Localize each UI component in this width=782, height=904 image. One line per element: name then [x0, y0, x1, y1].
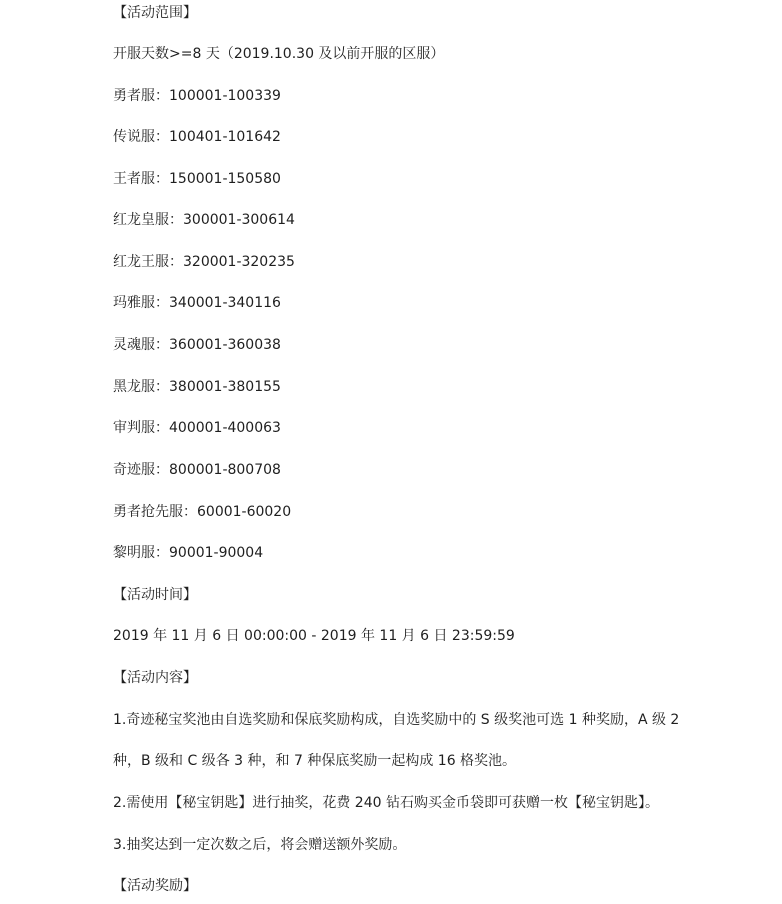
section-heading-content: 【活动内容】 — [113, 670, 197, 686]
content-paragraph: 2.需使用【秘宝钥匙】进行抽奖，花费 240 钻石购买金币袋即可获赠一枚【秘宝钥匙】。 — [113, 795, 659, 811]
server-range-item: 红龙王服：320001-320235 — [113, 254, 295, 270]
server-range-item: 黎明服：90001-90004 — [113, 545, 264, 561]
server-range-item: 勇者抢先服：60001-60020 — [113, 504, 292, 520]
content-paragraph: 1.奇迹秘宝奖池由自选奖励和保底奖励构成，自选奖励中的 S 级奖池可选 1 种奖励，A 级 2 — [113, 712, 680, 728]
server-range-item: 审判服：400001-400063 — [113, 420, 281, 436]
section-heading-time: 【活动时间】 — [113, 587, 197, 603]
server-range-item: 勇者服：100001-100339 — [113, 88, 281, 104]
open-days-condition: 开服天数>=8 天（2019.10.30 及以前开服的区服） — [113, 46, 445, 62]
section-heading-rewards: 【活动奖励】 — [113, 878, 197, 894]
content-paragraph: 3.抽奖达到一定次数之后，将会赠送额外奖励。 — [113, 837, 407, 853]
event-time-value: 2019 年 11 月 6 日 00:00:00 - 2019 年 11 月 6 日 23:59:59 — [113, 628, 515, 644]
server-range-item: 传说服：100401-101642 — [113, 129, 281, 145]
server-range-item: 黑龙服：380001-380155 — [113, 379, 281, 395]
server-range-item: 红龙皇服：300001-300614 — [113, 212, 295, 228]
server-range-item: 奇迹服：800001-800708 — [113, 462, 281, 478]
content-paragraph: 种，B 级和 C 级各 3 种，和 7 种保底奖励一起构成 16 格奖池。 — [113, 753, 517, 769]
server-range-item: 灵魂服：360001-360038 — [113, 337, 281, 353]
server-range-item: 王者服：150001-150580 — [113, 171, 281, 187]
section-heading-range: 【活动范围】 — [113, 5, 197, 21]
server-range-item: 玛雅服：340001-340116 — [113, 295, 281, 311]
